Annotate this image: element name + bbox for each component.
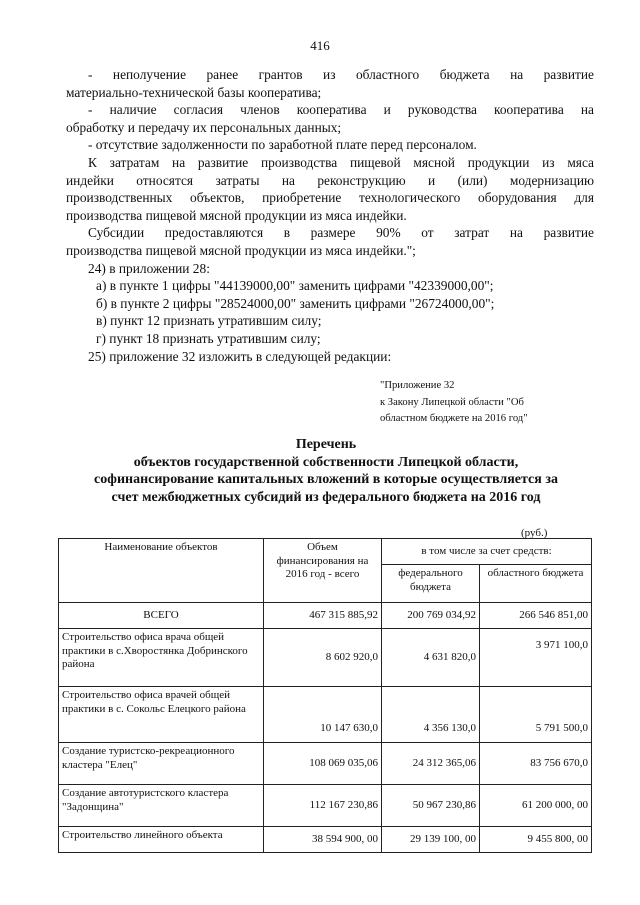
paragraph-line: - отсутствие задолженности по заработной плате перед персоналом. xyxy=(88,137,477,153)
table-row xyxy=(59,629,592,687)
row-total: 112 167 230,86 xyxy=(264,785,382,827)
paragraph-line: 24) в приложении 28: xyxy=(88,260,210,276)
currency-note: (руб.) xyxy=(521,527,548,539)
row-federal: 24 312 365,06 xyxy=(382,743,480,785)
row-name: ВСЕГО xyxy=(59,603,264,629)
heading-title: Перечень xyxy=(295,437,357,452)
row-name: Создание автотуристского кластера "Задонщина" xyxy=(59,785,264,827)
row-name: Строительство офиса врача общей практики в с.Хворостянка Добринского района xyxy=(59,629,264,687)
paragraph-line: г) пункт 18 признать утратившим силу; xyxy=(96,330,321,346)
appendix-note xyxy=(380,378,580,428)
row-name: Создание туристско-рекреационного кластера "Елец" xyxy=(59,743,264,785)
row-regional: 5 791 500,0 xyxy=(480,687,592,743)
table-row xyxy=(59,827,592,853)
row-total: 467 315 885,92 xyxy=(264,603,382,629)
row-federal: 200 769 034,92 xyxy=(382,603,480,629)
heading-line: объектов государственной собственности Липецкой области, xyxy=(133,454,519,470)
row-federal: 29 139 100, 00 xyxy=(382,827,480,853)
appendix-line: "Приложение 32 xyxy=(380,380,455,391)
paragraph-line: а) в пункте 1 цифры "44139000,00" заменить цифрами "42339000,00"; xyxy=(96,278,494,294)
row-regional: 3 971 100,0 xyxy=(480,629,592,687)
table-row xyxy=(59,785,592,827)
row-regional: 61 200 000, 00 xyxy=(480,785,592,827)
paragraph-line: материально-технической базы кооператива; xyxy=(66,84,322,100)
paragraph-line: индейки относятся затраты на реконструкцию и (или) модернизацию xyxy=(66,172,594,188)
paragraph-line: - неполучение ранее грантов из областного бюджета на развитие xyxy=(88,67,594,82)
header-federal: федерального бюджета xyxy=(382,565,480,603)
row-name: Строительство офиса врачей общей практики в с. Сокольс Елецкого района xyxy=(59,687,264,743)
paragraph-line: производственных объектов, приобретение технологического оборудования для xyxy=(66,190,594,206)
paragraph-line: производства пищевой мясной продукции из мяса индейки."; xyxy=(66,242,416,258)
paragraph-line: - наличие согласия членов кооператива и руководства кооператива на xyxy=(88,102,594,118)
objects-table xyxy=(58,538,592,853)
page-number: 416 xyxy=(310,38,330,53)
table-header-row xyxy=(59,539,592,565)
body-text xyxy=(66,66,594,365)
row-total: 38 594 900, 00 xyxy=(264,827,382,853)
paragraph-line: в) пункт 12 признать утратившим силу; xyxy=(96,313,322,329)
header-name: Наименование объектов xyxy=(59,539,264,603)
table-row xyxy=(59,687,592,743)
row-total: 10 147 630,0 xyxy=(264,687,382,743)
appendix-line: областном бюджете на 2016 год" xyxy=(380,413,528,424)
row-federal: 4 631 820,0 xyxy=(382,629,480,687)
header-total: Объем финансирования на 2016 год - всего xyxy=(264,539,382,603)
table-row xyxy=(59,603,592,629)
paragraph-line: Субсидии предоставляются в размере 90% от затрат на развитие xyxy=(88,225,594,241)
paragraph-line: обработку и передачу их персональных данных; xyxy=(66,119,342,135)
heading-line: софинансирование капитальных вложений в которые осуществляется за xyxy=(94,472,558,488)
document-heading xyxy=(56,436,596,506)
paragraph-line: 25) приложение 32 изложить в следующей редакции: xyxy=(88,348,392,364)
paragraph-line: К затратам на развитие производства пищевой мясной продукции из мяса xyxy=(88,154,594,170)
row-federal: 50 967 230,86 xyxy=(382,785,480,827)
row-total: 108 069 035,06 xyxy=(264,743,382,785)
row-regional: 9 455 800, 00 xyxy=(480,827,592,853)
heading-line: счет межбюджетных субсидий из федерального бюджета на 2016 год xyxy=(111,489,541,505)
row-total: 8 602 920,0 xyxy=(264,629,382,687)
row-regional: 266 546 851,00 xyxy=(480,603,592,629)
paragraph-line: производства пищевой мясной продукции из мяса индейки. xyxy=(66,207,407,223)
header-regional: областного бюджета xyxy=(480,565,592,603)
appendix-line: к Закону Липецкой области "Об xyxy=(380,396,524,408)
row-name: Строительство линейного объекта xyxy=(59,827,264,853)
header-including: в том числе за счет средств: xyxy=(382,539,592,565)
paragraph-line: б) в пункте 2 цифры "28524000,00" заменить цифрами "26724000,00"; xyxy=(96,295,495,311)
row-regional: 83 756 670,0 xyxy=(480,743,592,785)
table-row xyxy=(59,743,592,785)
row-federal: 4 356 130,0 xyxy=(382,687,480,743)
